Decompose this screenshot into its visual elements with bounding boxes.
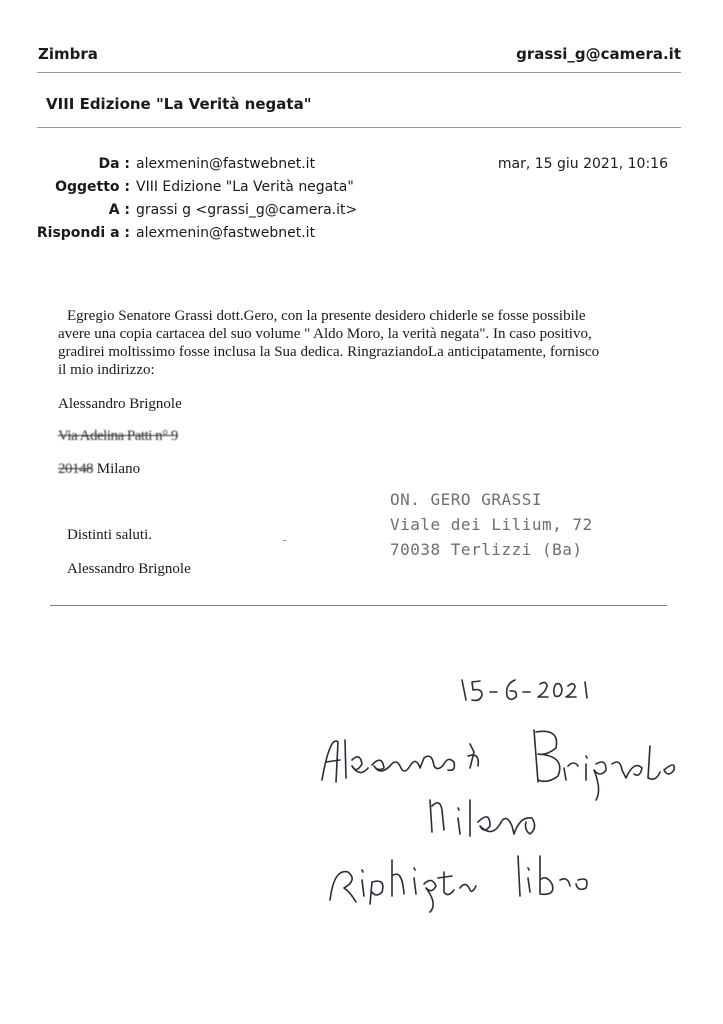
body-line-2: avere una copia cartacea del suo volume " Aldo Moro, la verità negata". In caso positivo, (58, 326, 592, 342)
stamp-line-2: Viale dei Lilium, 72 (390, 515, 593, 534)
subject-value: VIII Edizione "La Verità negata" (136, 179, 354, 195)
body-line-4: il mio indirizzo: (58, 362, 155, 378)
body-line-1: Egregio Senatore Grassi dott.Gero, con la presente desidero chiderle se fosse possibile (67, 308, 586, 324)
body-city: Milano (96, 461, 141, 477)
app-name: Zimbra (38, 45, 98, 63)
redacted-street-text: Via Adelina Patti n° 9 (58, 428, 178, 444)
handwritten-note (330, 856, 587, 912)
handwritten-name (322, 730, 674, 800)
handwritten-date (462, 680, 587, 700)
reply-to-value[interactable]: alexmenin@fastwebnet.it (136, 225, 316, 241)
body-line-3: gradirei moltissimo fosse inclusa la Sua dedica. RingraziandoLa anticipatamente, fornisco (58, 344, 600, 360)
email-subject-title: VIII Edizione "La Verità negata" (46, 95, 312, 113)
account-email: grassi_g@camera.it (516, 45, 681, 63)
stamp-line-3: 70038 Terlizzi (Ba) (390, 540, 583, 559)
from-value[interactable]: alexmenin@fastwebnet.it (136, 156, 316, 172)
email-date: mar, 15 giu 2021, 10:16 (497, 156, 668, 172)
handwritten-city (430, 800, 535, 836)
reply-to-label: Rispondi a : (36, 225, 130, 241)
from-label: Da : (98, 156, 130, 172)
subject-label: Oggetto : (55, 179, 130, 195)
to-label: A : (108, 202, 130, 218)
stamp-line-1: ON. GERO GRASSI (390, 490, 542, 509)
body-name: Alessandro Brignole (58, 396, 182, 412)
to-value[interactable]: grassi g <grassi_g@camera.it> (136, 202, 358, 218)
redacted-zip: 20148 (58, 461, 93, 477)
body-signature: Alessandro Brignole (67, 561, 191, 577)
body-closing: Distinti saluti. (67, 527, 153, 543)
